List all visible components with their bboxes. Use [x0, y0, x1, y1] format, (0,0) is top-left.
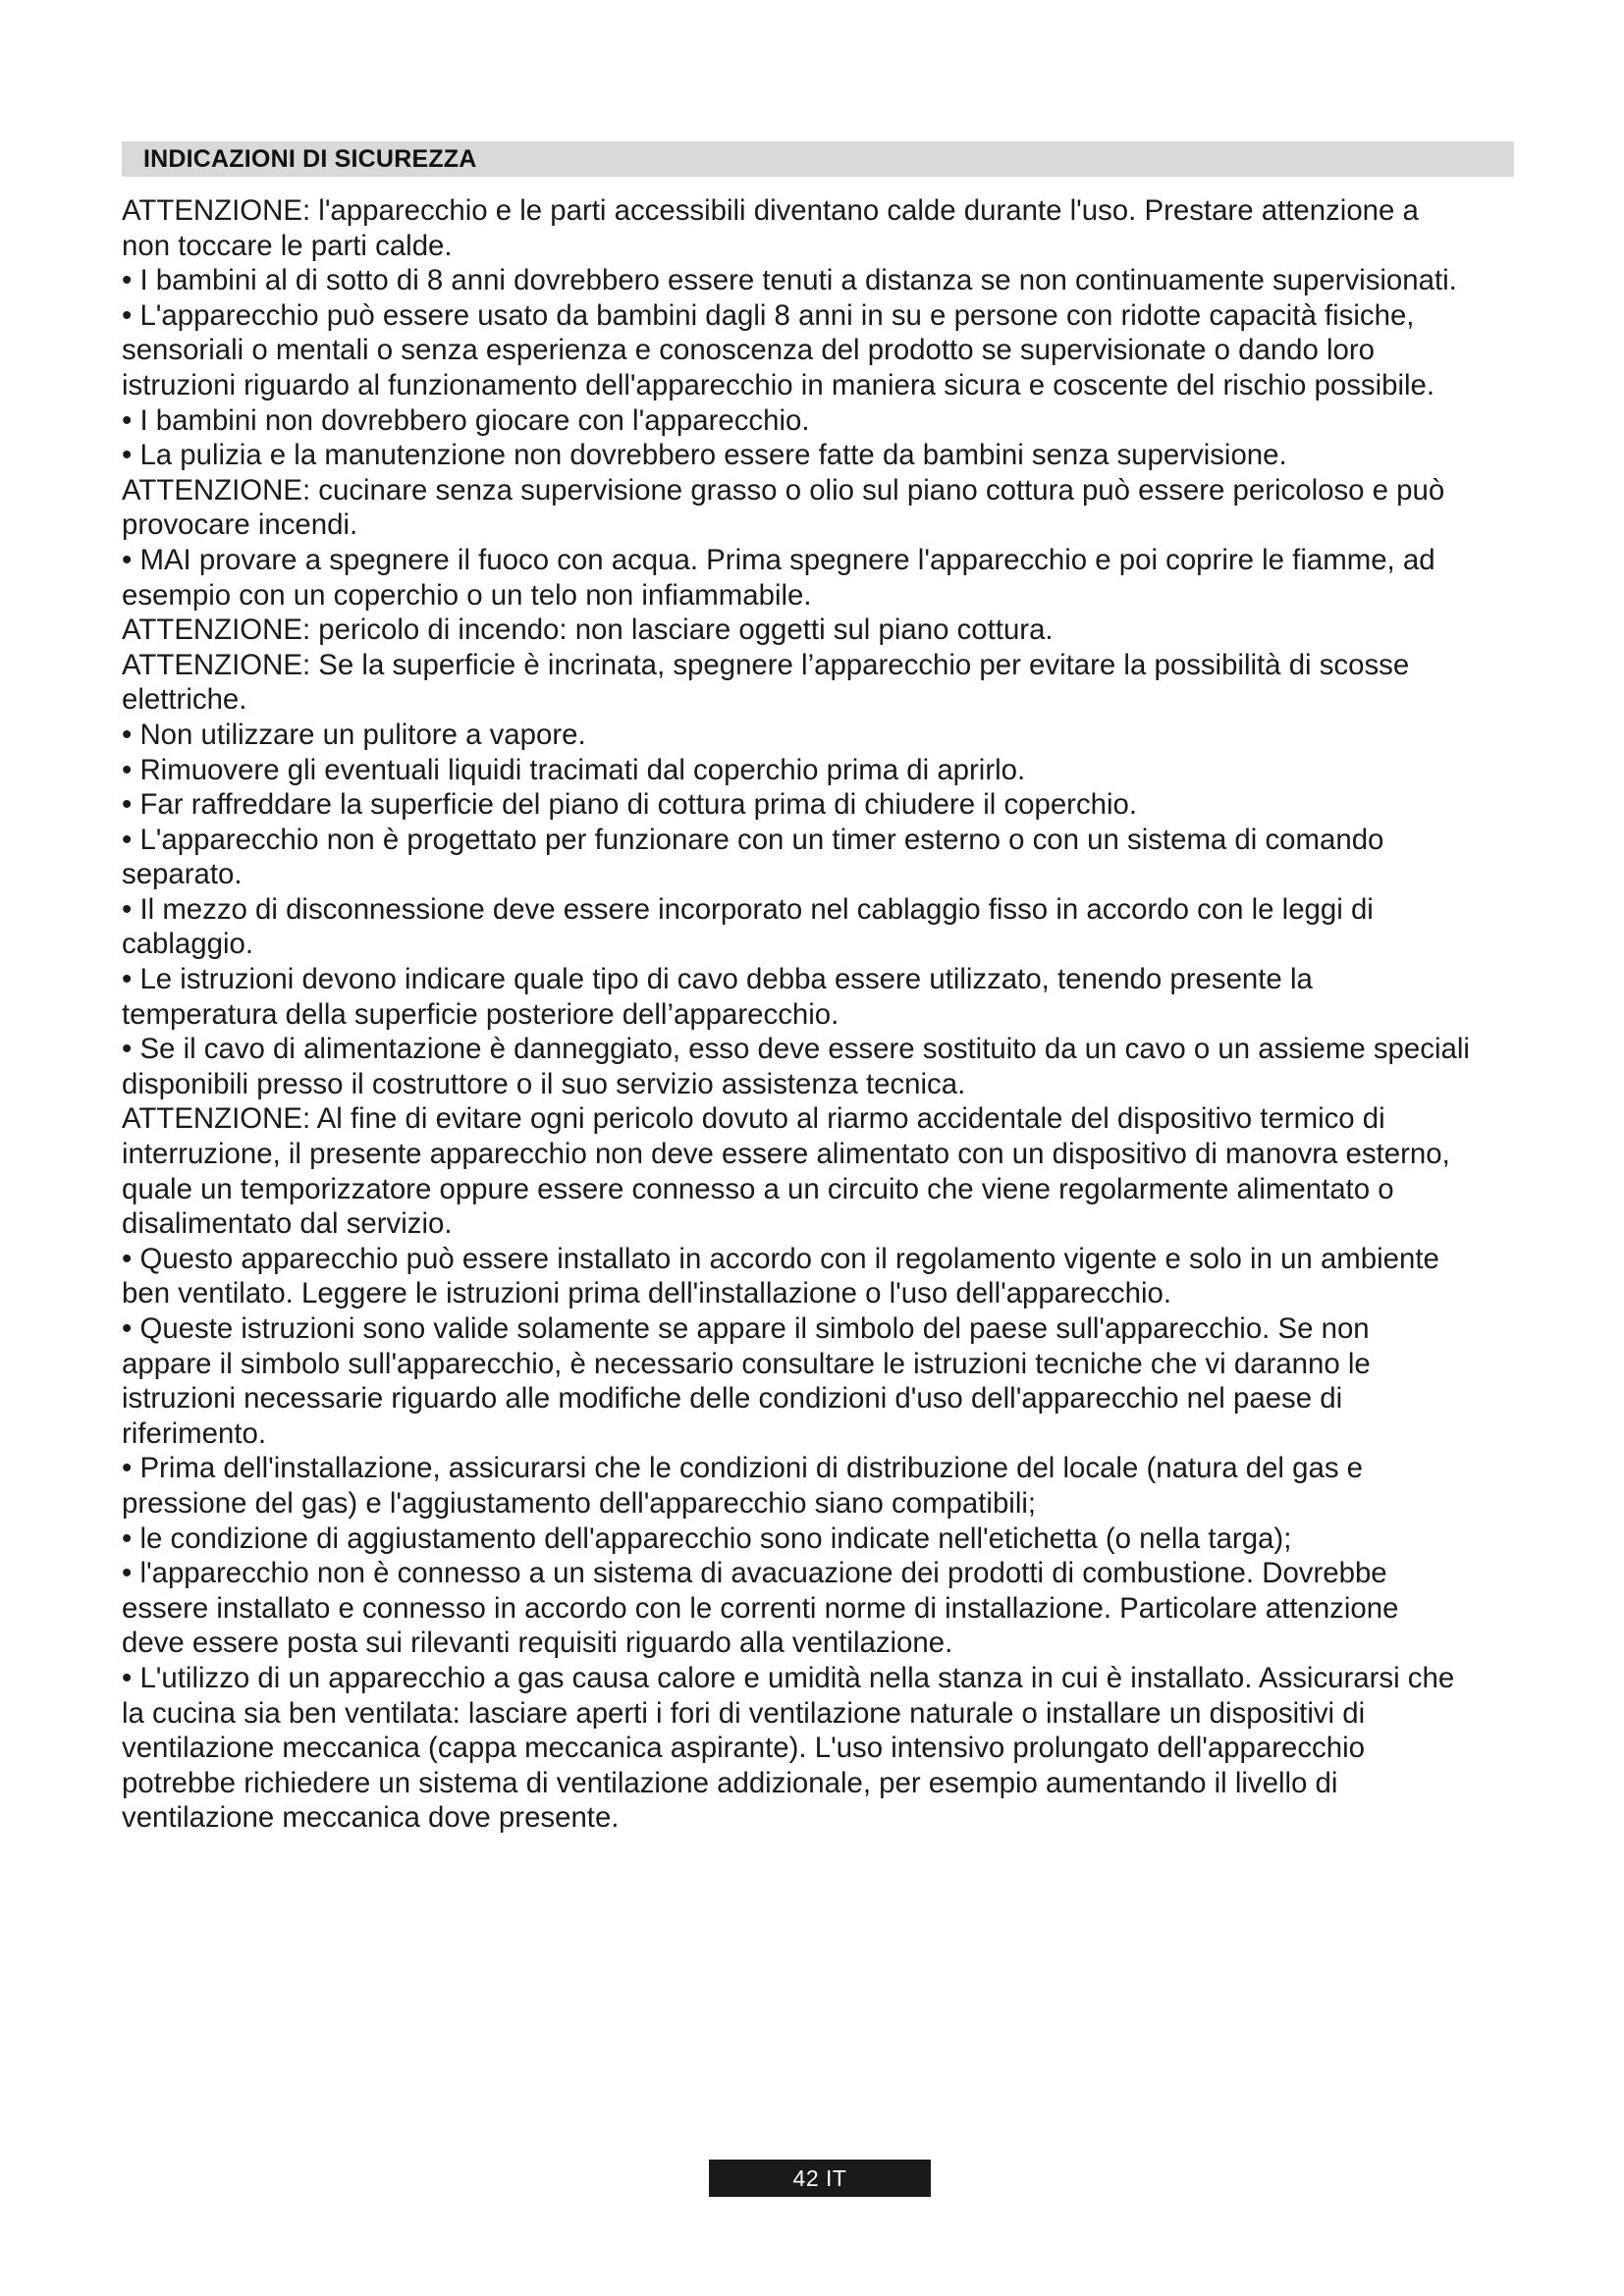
page-number: 42 IT [792, 2164, 847, 2191]
text-line: disalimentato dal servizio. [122, 1207, 453, 1241]
text-line: deve essere posta sui rilevanti requisiti riguardo alla ventilazione. [122, 1627, 953, 1660]
text-line: non toccare le parti calde. [122, 229, 453, 262]
text-line: riferimento. [122, 1416, 266, 1450]
text-line: temperatura della superficie posteriore dell’apparecchio. [122, 997, 839, 1031]
text-line: ventilazione meccanica (cappa meccanica aspirante). L'uso intensivo prolungato dell'apparecchio [122, 1732, 1365, 1765]
text-line: la cucina sia ben ventilata: lasciare aperti i fori di ventilazione naturale o installare un dispositivi di [122, 1696, 1366, 1730]
text-line: • Rimuovere gli eventuali liquidi tracimati dal coperchio prima di aprirlo. [122, 753, 1026, 786]
text-line: ATTENZIONE: Al fine di evitare ogni pericolo dovuto al riarmo accidentale del dispositivo termico di [122, 1102, 1385, 1136]
text-line: • Far raffreddare la superficie del piano di cottura prima di chiudere il coperchio. [122, 788, 1138, 822]
text-line: interruzione, il presente apparecchio non deve essere alimentato con un dispositivo di manovra esterno, [122, 1138, 1450, 1171]
text-line: • MAI provare a spegnere il fuoco con acqua. Prima spegnere l'apparecchio e poi coprire le fiamme, ad [122, 543, 1435, 576]
text-line: • L'utilizzo di un apparecchio a gas causa calore e umidità nella stanza in cui è installato. Assicurarsi che [122, 1661, 1455, 1694]
text-line: • le condizione di aggiustamento dell'apparecchio sono indicate nell'etichetta (o nella targa); [122, 1522, 1292, 1555]
text-line: • l'apparecchio non è connesso a un sistema di avacuazione dei prodotti di combustione. Dovrebbe [122, 1557, 1387, 1590]
text-line: separato. [122, 858, 243, 891]
text-line: potrebbe richiedere un sistema di ventilazione addizionale, per esempio aumentando il livello di [122, 1766, 1338, 1799]
text-line: provocare incendi. [122, 508, 358, 542]
text-line: pressione del gas) e l'aggiustamento dell'apparecchio siano compatibili; [122, 1486, 1037, 1520]
text-line: • Questo apparecchio può essere installato in accordo con il regolamento vigente e solo in un ambiente [122, 1242, 1439, 1275]
text-line: • La pulizia e la manutenzione non dovrebbero essere fatte da bambini senza supervisione. [122, 439, 1287, 472]
text-line: cablaggio. [122, 928, 253, 961]
text-line: • L'apparecchio non è progettato per funzionare con un timer esterno o con un sistema di comando [122, 823, 1384, 856]
text-line: sensoriali o mentali o senza esperienza e conoscenza del prodotto se supervisionate o dando loro [122, 334, 1376, 367]
section-title: INDICAZIONI DI SICUREZZA [143, 144, 477, 173]
text-line: ben ventilato. Leggere le istruzioni prima dell'installazione o l'uso dell'apparecchio. [122, 1277, 1171, 1310]
text-line: ventilazione meccanica dove presente. [122, 1801, 620, 1835]
text-line: quale un temporizzatore oppure essere connesso a un circuito che viene regolarmente alimentato o [122, 1172, 1394, 1205]
text-line: esempio con un coperchio o un telo non infiammabile. [122, 578, 812, 612]
page-number-badge [709, 2160, 931, 2197]
text-line: appare il simbolo sull'apparecchio, è necessario consultare le istruzioni tecniche che vi daranno le [122, 1347, 1371, 1380]
text-line: • Prima dell'installazione, assicurarsi che le condizioni di distribuzione del locale (natura del gas e [122, 1452, 1364, 1485]
text-line: • Se il cavo di alimentazione è danneggiato, esso deve essere sostituito da un cavo o un assieme speciali [122, 1033, 1470, 1066]
text-line: ATTENZIONE: l'apparecchio e le parti accessibili diventano calde durante l'uso. Prestare attenzione a [122, 194, 1419, 227]
text-line: • I bambini al di sotto di 8 anni dovrebbero essere tenuti a distanza se non continuamente supervisionati. [122, 264, 1457, 297]
text-line: • Il mezzo di disconnessione deve essere incorporato nel cablaggio fisso in accordo con le leggi di [122, 892, 1374, 926]
text-line: ATTENZIONE: cucinare senza supervisione grasso o olio sul piano cottura può essere pericoloso e può [122, 473, 1445, 507]
text-line: • L'apparecchio può essere usato da bambini dagli 8 anni in su e persone con ridotte capacità fisiche, [122, 298, 1415, 332]
text-line: • Non utilizzare un pulitore a vapore. [122, 718, 586, 751]
text-line: elettriche. [122, 683, 247, 717]
text-line: essere installato e connesso in accordo con le correnti norme di installazione. Particolare attenzione [122, 1591, 1399, 1625]
text-line: ATTENZIONE: Se la superficie è incrinata, spegnere l’apparecchio per evitare la possibilità di scosse [122, 648, 1410, 681]
text-line: istruzioni necessarie riguardo alle modifiche delle condizioni d'uso dell'apparecchio nel paese di [122, 1382, 1343, 1415]
text-line: • I bambini non dovrebbero giocare con l'apparecchio. [122, 403, 810, 437]
text-line: disponibili presso il costruttore o il suo servizio assistenza tecnica. [122, 1067, 966, 1100]
section-header [122, 141, 1514, 177]
safety-text-body [122, 193, 1585, 1836]
text-line: ATTENZIONE: pericolo di incendo: non lasciare oggetti sul piano cottura. [122, 614, 1054, 647]
text-line: • Queste istruzioni sono valide solamente se appare il simbolo del paese sull'apparecchio. Se non [122, 1312, 1370, 1345]
text-line: istruzioni riguardo al funzionamento dell'apparecchio in maniera sicura e coscente del rischio possibile. [122, 368, 1435, 401]
text-line: • Le istruzioni devono indicare quale tipo di cavo debba essere utilizzato, tenendo presente la [122, 963, 1313, 996]
